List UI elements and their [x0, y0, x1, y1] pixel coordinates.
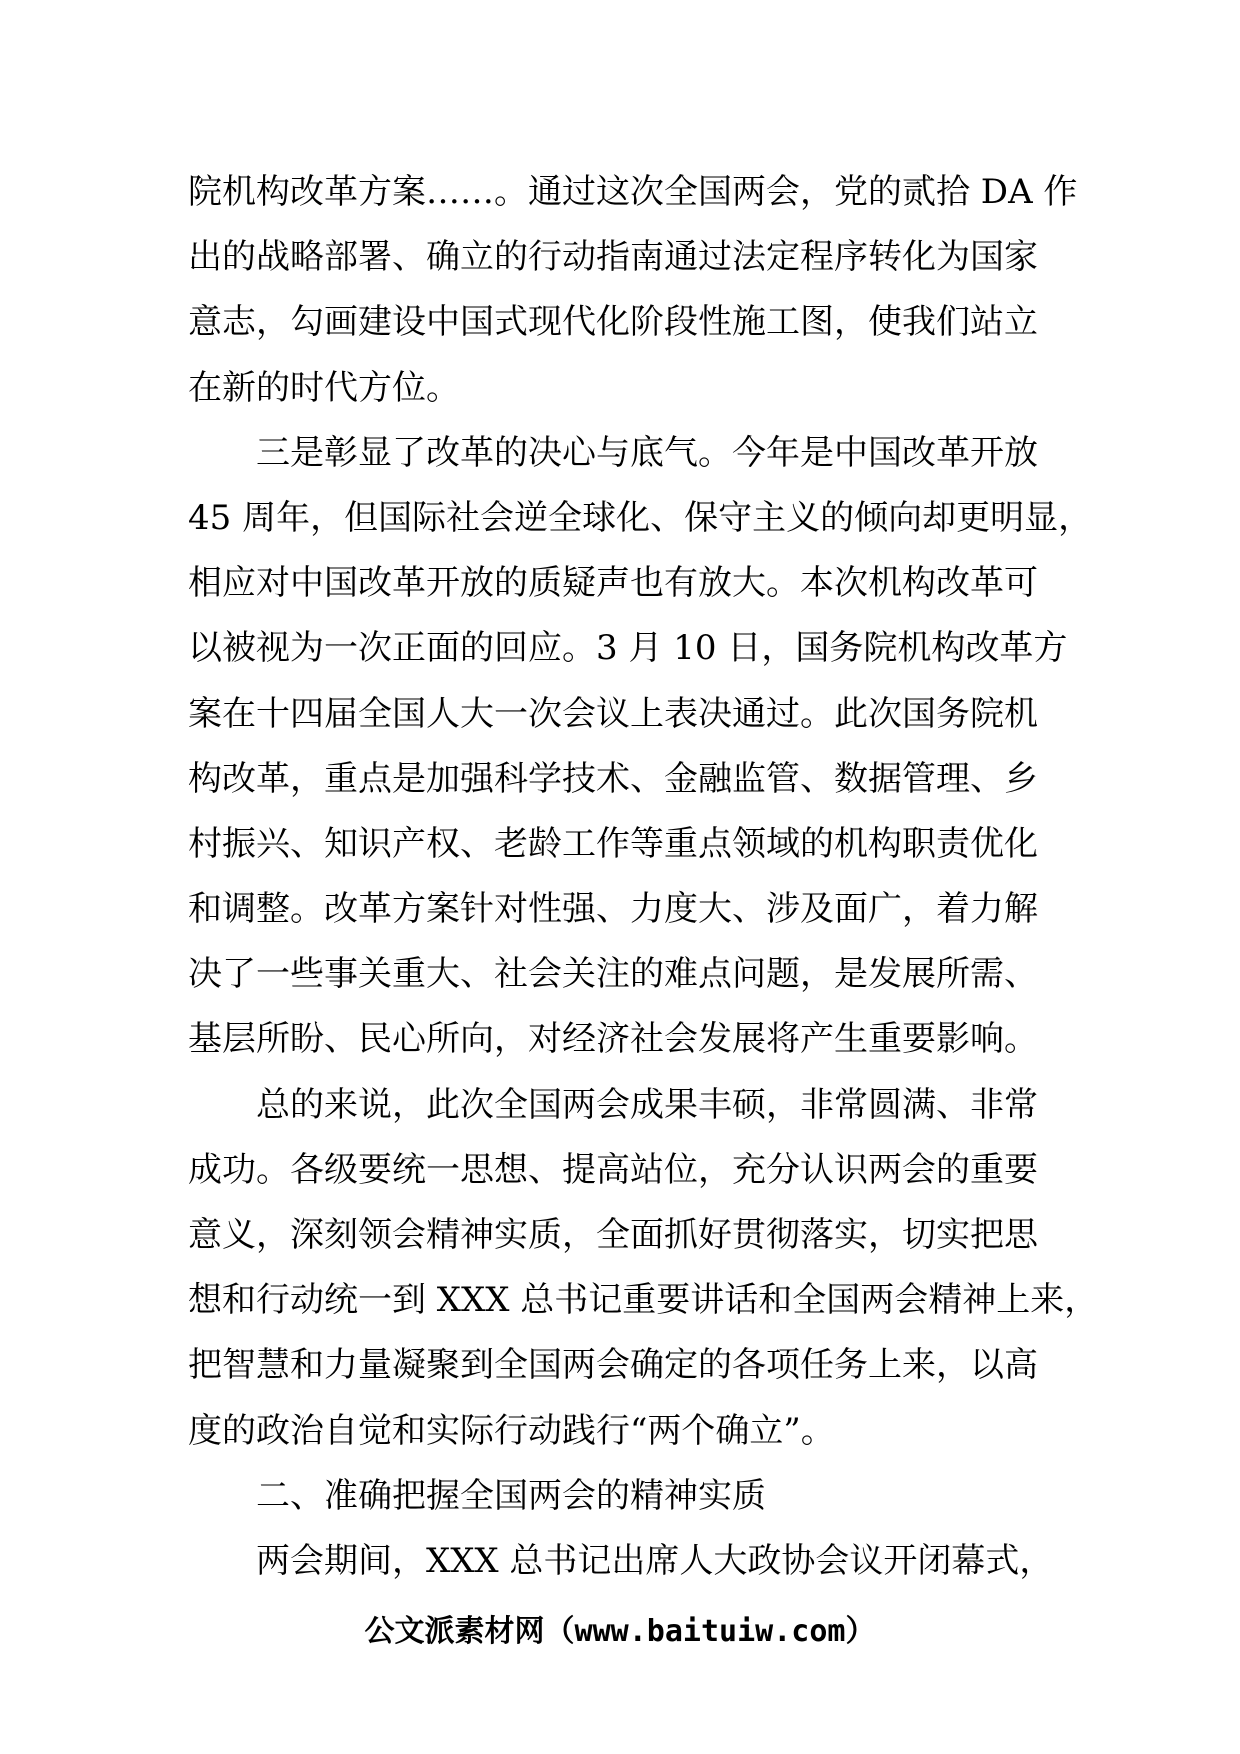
text-line: 出的战略部署、确立的行动指南通过法定程序转化为国家 [188, 237, 1038, 278]
paragraph-first-line: 三是彰显了改革的决心与底气。今年是中国改革开放 [256, 432, 1038, 473]
text-line: 决了一些事关重大、社会关注的难点问题，是发展所需、 [188, 954, 1038, 995]
footer-watermark: 公文派素材网（www.baituiw.com） [364, 1614, 876, 1649]
text-line: 相应对中国改革开放的质疑声也有放大。本次机构改革可 [188, 563, 1038, 604]
text-line: 在新的时代方位。 [188, 367, 460, 408]
text-line: 成功。各级要统一思想、提高站位，充分认识两会的重要 [188, 1149, 1038, 1190]
text-line: 和调整。改革方案针对性强、力度大、涉及面广，着力解 [188, 889, 1038, 930]
text-line: 基层所盼、民心所向，对经济社会发展将产生重要影响。 [188, 1019, 1038, 1060]
text-line: 构改革，重点是加强科学技术、金融监管、数据管理、乡 [188, 758, 1038, 799]
text-line: 村振兴、知识产权、老龄工作等重点领域的机构职责优化 [188, 823, 1038, 864]
text-line: 意志，勾画建设中国式现代化阶段性施工图，使我们站立 [188, 302, 1038, 343]
text-line: 度的政治自觉和实际行动践行“两个确立”。 [188, 1410, 835, 1451]
section-heading: 二、准确把握全国两会的精神实质 [256, 1475, 766, 1516]
paragraph-first-line: 两会期间，XXX 总书记出席人大政协会议开闭幕式， [256, 1540, 1054, 1581]
text-line: 想和行动统一到 XXX 总书记重要讲话和全国两会精神上来， [188, 1280, 1099, 1321]
text-line: 45 周年，但国际社会逆全球化、保守主义的倾向却更明显， [188, 497, 1093, 538]
paragraph-first-line: 总的来说，此次全国两会成果丰硕，非常圆满、非常 [256, 1084, 1038, 1125]
text-line: 以被视为一次正面的回应。3 月 10 日，国务院机构改革方 [188, 628, 1068, 669]
text-line: 案在十四届全国人大一次会议上表决通过。此次国务院机 [188, 693, 1038, 734]
text-line: 意义，深刻领会精神实质，全面抓好贯彻落实，切实把思 [188, 1215, 1038, 1255]
text-line: 把智慧和力量凝聚到全国两会确定的各项任务上来，以高 [188, 1345, 1038, 1386]
text-line: 院机构改革方案……。通过这次全国两会，党的贰拾 DA 作 [188, 172, 1078, 212]
document-body [188, 160, 1099, 1594]
